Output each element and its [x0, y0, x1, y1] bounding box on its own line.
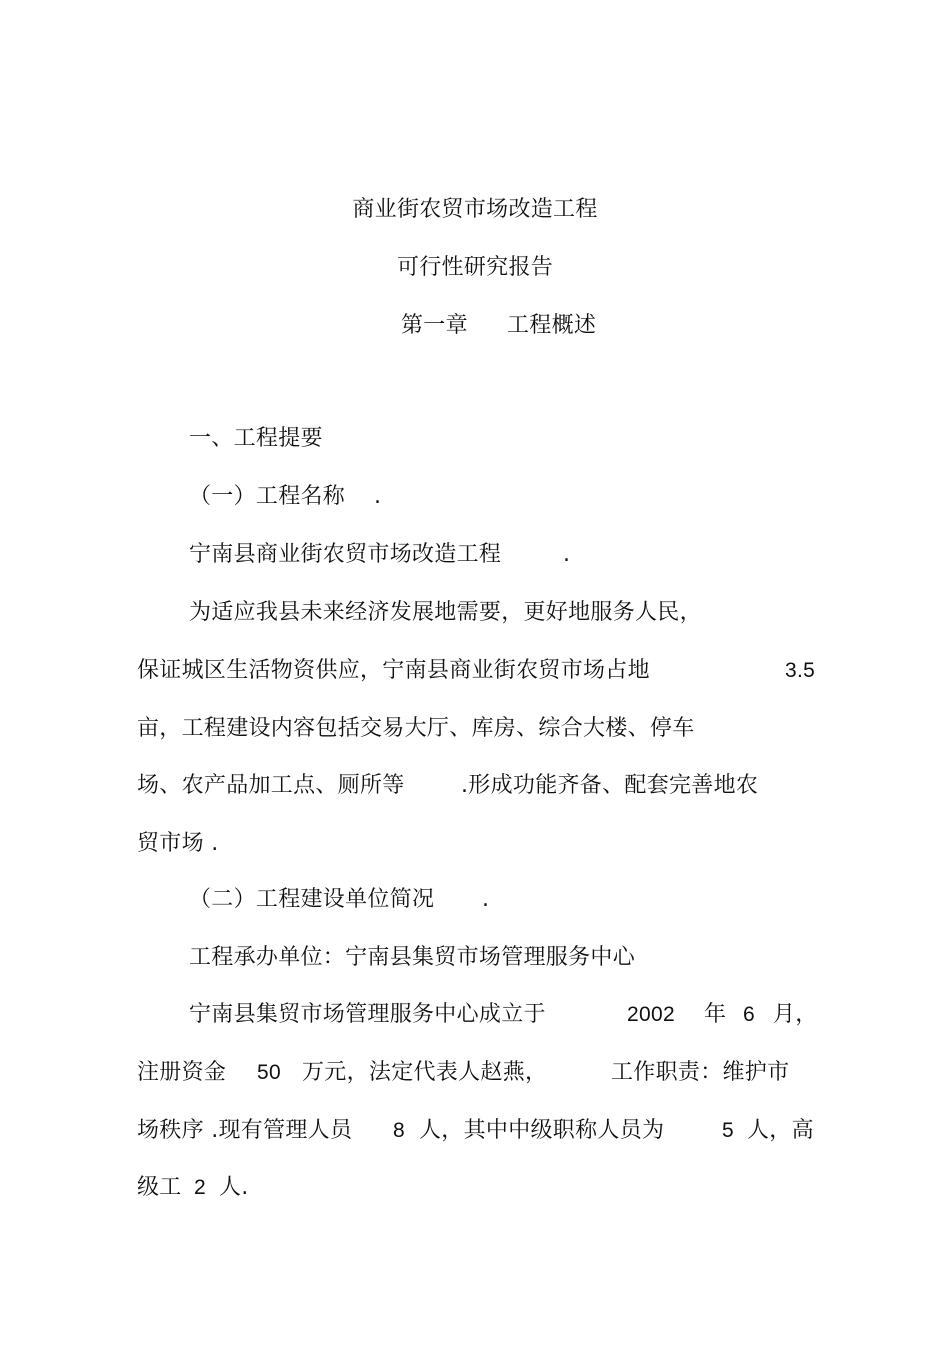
founding-year: 2002	[627, 1003, 675, 1026]
subsection-heading: （一）工程名称	[189, 484, 346, 509]
paragraph-line: 场、农产品加工点、厕所等	[137, 773, 405, 798]
founding-month: 6	[743, 1003, 755, 1026]
paragraph-line: 为适应我县未来经济发展地需要，更好地服务人民，	[189, 600, 702, 625]
project-name-dot: .	[563, 542, 571, 567]
mid-title-count: 5	[722, 1119, 734, 1142]
project-name: 宁南县商业街农贸市场改造工程	[189, 542, 502, 567]
subsection-heading-dot: .	[482, 887, 490, 912]
subsection-heading: （二）工程建设单位简况	[189, 887, 435, 912]
paragraph-line: .形成功能齐备、配套完善地农	[461, 773, 759, 798]
paragraph-line: 工作职责：维护市	[611, 1060, 790, 1085]
document-subtitle: 可行性研究报告	[396, 255, 554, 280]
chapter-title: 工程概述	[507, 313, 597, 338]
organizer-line: 工程承办单位：宁南县集贸市场管理服务中心	[189, 945, 636, 970]
paragraph-line: 人，其中中级职称人员为	[419, 1118, 665, 1143]
paragraph-line: 级工	[137, 1175, 182, 1200]
paragraph-line: 场秩序 .现有管理人员	[137, 1118, 353, 1143]
senior-count: 2	[194, 1176, 206, 1199]
document-title: 商业街农贸市场改造工程	[352, 197, 598, 222]
paragraph-line: 人.	[219, 1175, 249, 1200]
paragraph-line: 宁南县集贸市场管理服务中心成立于	[189, 1002, 546, 1027]
paragraph-line: 注册资金	[137, 1060, 227, 1085]
paragraph-line: 人，高	[747, 1118, 814, 1143]
section-heading: 一、工程提要	[189, 426, 323, 451]
area-value: 3.5	[785, 659, 816, 682]
subsection-heading-dot: .	[374, 484, 382, 509]
paragraph-line: 保证城区生活物资供应，宁南县商业街农贸市场占地	[137, 658, 650, 683]
paragraph-line: 贸市场 .	[137, 831, 219, 856]
month-unit: 月，	[773, 1002, 818, 1027]
registered-capital: 50	[257, 1061, 281, 1084]
chapter-label: 第一章	[401, 313, 468, 338]
staff-count: 8	[393, 1119, 405, 1142]
year-unit: 年	[704, 1002, 727, 1027]
paragraph-line: 万元，法定代表人赵燕，	[302, 1060, 548, 1085]
paragraph-line: 亩，工程建设内容包括交易大厅、库房、综合大楼、停车	[137, 716, 695, 741]
